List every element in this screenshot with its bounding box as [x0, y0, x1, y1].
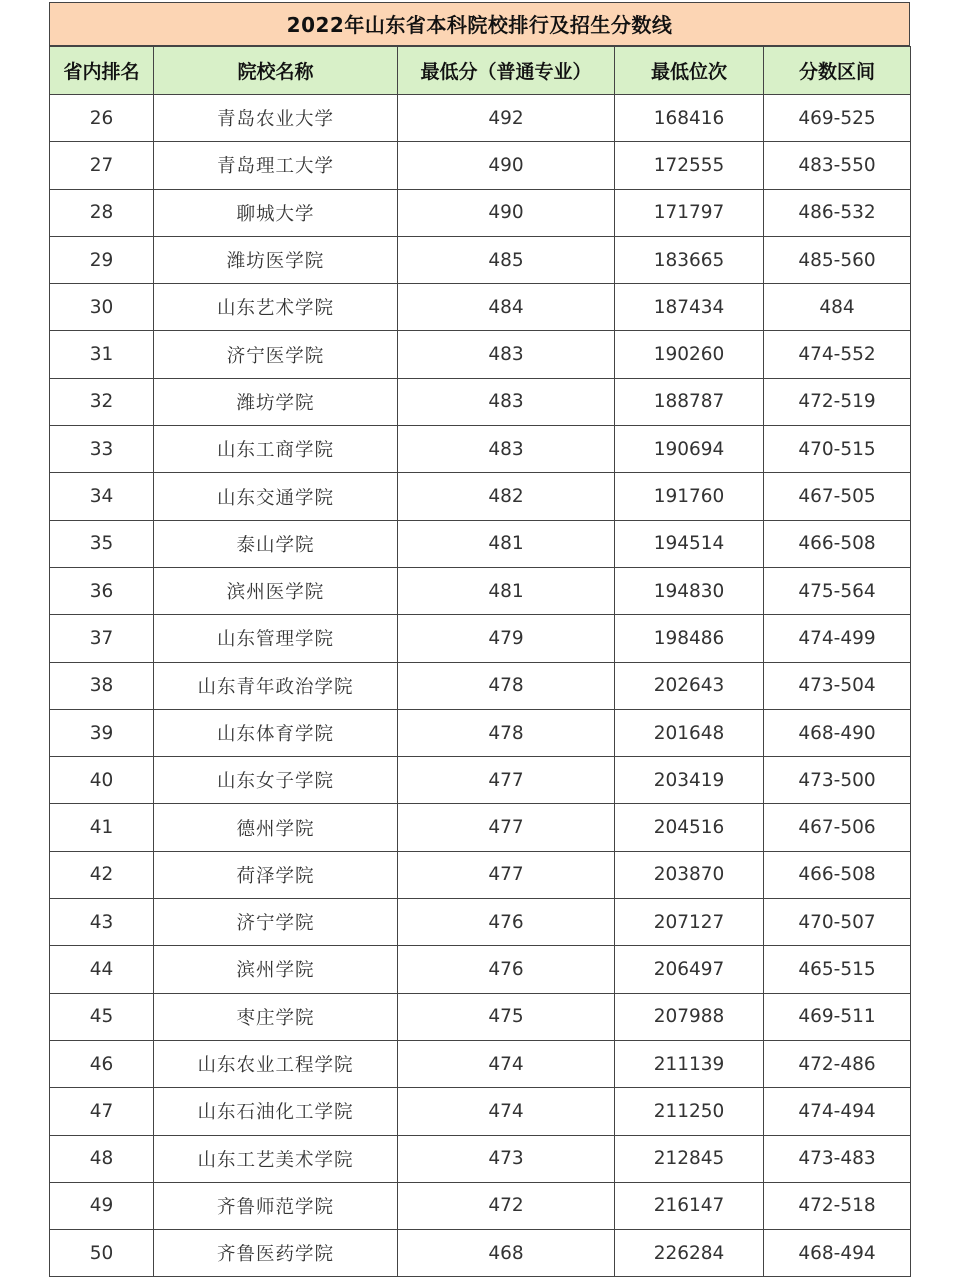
school-name-cell: 山东农业工程学院 — [154, 1040, 398, 1087]
rank-cell: 47 — [50, 1088, 154, 1135]
score-range-cell: 468-494 — [764, 1230, 911, 1277]
min-position-cell: 183665 — [615, 236, 764, 283]
school-name-cell: 齐鲁师范学院 — [154, 1182, 398, 1229]
min-position-cell: 191760 — [615, 473, 764, 520]
rank-cell: 31 — [50, 331, 154, 378]
min-position-cell: 203419 — [615, 757, 764, 804]
table-row — [50, 1182, 911, 1229]
rank-cell: 26 — [50, 95, 154, 142]
table-row — [50, 284, 911, 331]
min-position-cell: 216147 — [615, 1182, 764, 1229]
rank-cell: 40 — [50, 757, 154, 804]
min-score-cell: 473 — [398, 1135, 615, 1182]
min-position-cell: 171797 — [615, 189, 764, 236]
min-score-cell: 476 — [398, 899, 615, 946]
score-range-cell: 474-494 — [764, 1088, 911, 1135]
min-position-cell: 168416 — [615, 95, 764, 142]
rank-cell: 36 — [50, 567, 154, 614]
min-score-cell: 477 — [398, 757, 615, 804]
rank-cell: 35 — [50, 520, 154, 567]
min-score-cell: 478 — [398, 709, 615, 756]
school-name-cell: 泰山学院 — [154, 520, 398, 567]
table-row — [50, 1088, 911, 1135]
min-score-cell: 490 — [398, 142, 615, 189]
score-range-cell: 484 — [764, 284, 911, 331]
table-body — [50, 95, 911, 1277]
table-row — [50, 378, 911, 425]
table-row — [50, 709, 911, 756]
min-score-cell: 479 — [398, 615, 615, 662]
min-score-cell: 481 — [398, 520, 615, 567]
school-name-cell: 枣庄学院 — [154, 993, 398, 1040]
min-score-cell: 483 — [398, 426, 615, 473]
score-range-cell: 472-486 — [764, 1040, 911, 1087]
rank-cell: 32 — [50, 378, 154, 425]
ranking-table — [49, 46, 911, 1277]
score-range-cell: 472-518 — [764, 1182, 911, 1229]
score-range-cell: 486-532 — [764, 189, 911, 236]
min-position-cell: 194514 — [615, 520, 764, 567]
rank-cell: 38 — [50, 662, 154, 709]
min-position-cell: 211250 — [615, 1088, 764, 1135]
min-score-cell: 468 — [398, 1230, 615, 1277]
table-row — [50, 567, 911, 614]
school-name-cell: 荷泽学院 — [154, 851, 398, 898]
min-position-cell: 201648 — [615, 709, 764, 756]
table-row — [50, 1230, 911, 1277]
rank-cell: 33 — [50, 426, 154, 473]
min-score-cell: 472 — [398, 1182, 615, 1229]
school-name-cell: 山东石油化工学院 — [154, 1088, 398, 1135]
min-position-cell: 190694 — [615, 426, 764, 473]
rank-cell: 30 — [50, 284, 154, 331]
score-range-cell: 485-560 — [764, 236, 911, 283]
rank-cell: 41 — [50, 804, 154, 851]
school-name-cell: 潍坊学院 — [154, 378, 398, 425]
min-score-cell: 478 — [398, 662, 615, 709]
table-row — [50, 142, 911, 189]
min-position-cell: 202643 — [615, 662, 764, 709]
school-name-cell: 滨州学院 — [154, 946, 398, 993]
score-range-cell: 466-508 — [764, 520, 911, 567]
table-row — [50, 662, 911, 709]
school-name-cell: 潍坊医学院 — [154, 236, 398, 283]
min-position-cell: 207988 — [615, 993, 764, 1040]
rank-cell: 37 — [50, 615, 154, 662]
score-range-cell: 469-525 — [764, 95, 911, 142]
school-name-cell: 聊城大学 — [154, 189, 398, 236]
score-range-cell: 467-505 — [764, 473, 911, 520]
table-row — [50, 1040, 911, 1087]
min-score-cell: 483 — [398, 331, 615, 378]
rank-cell: 29 — [50, 236, 154, 283]
min-score-cell: 477 — [398, 804, 615, 851]
score-range-cell: 474-499 — [764, 615, 911, 662]
table-row — [50, 804, 911, 851]
header-score-range: 分数区间 — [764, 47, 911, 95]
min-position-cell: 187434 — [615, 284, 764, 331]
rank-cell: 46 — [50, 1040, 154, 1087]
min-score-cell: 492 — [398, 95, 615, 142]
school-name-cell: 青岛农业大学 — [154, 95, 398, 142]
header-min-score: 最低分（普通专业） — [398, 47, 615, 95]
min-score-cell: 482 — [398, 473, 615, 520]
score-range-cell: 473-483 — [764, 1135, 911, 1182]
rank-cell: 42 — [50, 851, 154, 898]
table-row — [50, 1135, 911, 1182]
school-name-cell: 滨州医学院 — [154, 567, 398, 614]
school-name-cell: 山东工商学院 — [154, 426, 398, 473]
score-range-cell: 473-504 — [764, 662, 911, 709]
table-row — [50, 899, 911, 946]
min-score-cell: 474 — [398, 1088, 615, 1135]
school-name-cell: 青岛理工大学 — [154, 142, 398, 189]
table-row — [50, 189, 911, 236]
school-name-cell: 山东交通学院 — [154, 473, 398, 520]
table-row — [50, 993, 911, 1040]
header-rank: 省内排名 — [50, 47, 154, 95]
score-range-cell: 472-519 — [764, 378, 911, 425]
min-score-cell: 490 — [398, 189, 615, 236]
score-range-cell: 470-515 — [764, 426, 911, 473]
header-school-name: 院校名称 — [154, 47, 398, 95]
ranking-sheet — [49, 2, 910, 1277]
min-position-cell: 212845 — [615, 1135, 764, 1182]
min-score-cell: 483 — [398, 378, 615, 425]
min-score-cell: 481 — [398, 567, 615, 614]
table-row — [50, 473, 911, 520]
rank-cell: 39 — [50, 709, 154, 756]
header-min-position: 最低位次 — [615, 47, 764, 95]
min-position-cell: 204516 — [615, 804, 764, 851]
min-score-cell: 474 — [398, 1040, 615, 1087]
rank-cell: 27 — [50, 142, 154, 189]
table-row — [50, 236, 911, 283]
table-row — [50, 331, 911, 378]
rank-cell: 48 — [50, 1135, 154, 1182]
min-position-cell: 207127 — [615, 899, 764, 946]
table-row — [50, 95, 911, 142]
min-score-cell: 484 — [398, 284, 615, 331]
rank-cell: 49 — [50, 1182, 154, 1229]
score-range-cell: 468-490 — [764, 709, 911, 756]
table-row — [50, 946, 911, 993]
table-row — [50, 851, 911, 898]
school-name-cell: 齐鲁医药学院 — [154, 1230, 398, 1277]
school-name-cell: 山东工艺美术学院 — [154, 1135, 398, 1182]
header-row — [50, 47, 911, 95]
rank-cell: 28 — [50, 189, 154, 236]
min-position-cell: 198486 — [615, 615, 764, 662]
score-range-cell: 469-511 — [764, 993, 911, 1040]
school-name-cell: 山东青年政治学院 — [154, 662, 398, 709]
min-position-cell: 172555 — [615, 142, 764, 189]
min-position-cell: 226284 — [615, 1230, 764, 1277]
school-name-cell: 山东艺术学院 — [154, 284, 398, 331]
min-score-cell: 485 — [398, 236, 615, 283]
school-name-cell: 济宁医学院 — [154, 331, 398, 378]
school-name-cell: 德州学院 — [154, 804, 398, 851]
min-position-cell: 206497 — [615, 946, 764, 993]
rank-cell: 44 — [50, 946, 154, 993]
school-name-cell: 山东管理学院 — [154, 615, 398, 662]
table-title: 2022年山东省本科院校排行及招生分数线 — [49, 2, 910, 46]
min-score-cell: 475 — [398, 993, 615, 1040]
score-range-cell: 475-564 — [764, 567, 911, 614]
rank-cell: 50 — [50, 1230, 154, 1277]
table-row — [50, 615, 911, 662]
score-range-cell: 473-500 — [764, 757, 911, 804]
min-score-cell: 476 — [398, 946, 615, 993]
min-position-cell: 188787 — [615, 378, 764, 425]
school-name-cell: 山东女子学院 — [154, 757, 398, 804]
school-name-cell: 山东体育学院 — [154, 709, 398, 756]
score-range-cell: 474-552 — [764, 331, 911, 378]
rank-cell: 45 — [50, 993, 154, 1040]
score-range-cell: 465-515 — [764, 946, 911, 993]
min-score-cell: 477 — [398, 851, 615, 898]
table-row — [50, 757, 911, 804]
score-range-cell: 467-506 — [764, 804, 911, 851]
table-row — [50, 520, 911, 567]
school-name-cell: 济宁学院 — [154, 899, 398, 946]
score-range-cell: 470-507 — [764, 899, 911, 946]
min-position-cell: 194830 — [615, 567, 764, 614]
min-position-cell: 203870 — [615, 851, 764, 898]
score-range-cell: 483-550 — [764, 142, 911, 189]
min-position-cell: 190260 — [615, 331, 764, 378]
score-range-cell: 466-508 — [764, 851, 911, 898]
min-position-cell: 211139 — [615, 1040, 764, 1087]
rank-cell: 43 — [50, 899, 154, 946]
table-row — [50, 426, 911, 473]
rank-cell: 34 — [50, 473, 154, 520]
